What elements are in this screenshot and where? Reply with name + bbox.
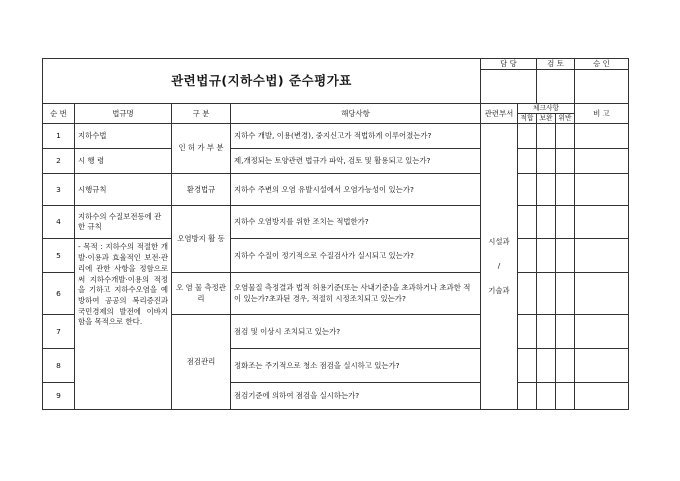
check-pass-4[interactable] (518, 206, 537, 239)
row-no-3: 3 (43, 174, 75, 206)
law-name-1: 지하수법 (75, 124, 172, 149)
header-check-violation: 위반 (556, 114, 575, 124)
check-improve-5[interactable] (537, 239, 556, 273)
check-pass-3[interactable] (518, 174, 537, 206)
remark-6[interactable] (575, 273, 629, 315)
check-violation-2[interactable] (556, 149, 575, 174)
check-improve-1[interactable] (537, 124, 556, 149)
category-measurement: 오 염 물 측정관리 (172, 273, 231, 315)
approval-label-approve: 승 인 (575, 59, 629, 70)
page-title: 관련법규(지하수법) 준수평가표 (43, 59, 481, 104)
approval-sign-review[interactable] (537, 70, 575, 104)
dept-top: 시설과 (488, 236, 510, 246)
remark-3[interactable] (575, 174, 629, 206)
check-pass-7[interactable] (518, 315, 537, 349)
item-4: 지하수 오염방지를 위한 조치는 적법한가? (231, 206, 481, 239)
item-7: 점검 및 이상시 조치되고 있는가? (231, 315, 481, 349)
check-improve-3[interactable] (537, 174, 556, 206)
item-2: 제,개정되는 토양관련 법규가 파악, 검토 및 활용되고 있는가? (231, 149, 481, 174)
check-violation-3[interactable] (556, 174, 575, 206)
approval-label-review: 검 토 (537, 59, 575, 70)
dept-cell (481, 124, 518, 410)
header-check-pass: 적합 (518, 114, 537, 124)
evaluation-sheet (42, 58, 629, 410)
check-improve-9[interactable] (537, 383, 556, 410)
check-improve-7[interactable] (537, 315, 556, 349)
remark-5[interactable] (575, 239, 629, 273)
law-name-3: 시행규칙 (75, 174, 172, 206)
row-no-2: 2 (43, 149, 75, 174)
row-no-6: 6 (43, 273, 75, 315)
law-note: 지하수의 수질보전등에 관한 규칙 (75, 206, 172, 239)
remark-1[interactable] (575, 124, 629, 149)
check-violation-8[interactable] (556, 349, 575, 383)
check-pass-2[interactable] (518, 149, 537, 174)
law-purpose: - 목적 : 지하수의 적절한 개발·이용과 효율적인 보전·관리에 관한 사항을 정함으로써 지하수개발·이용의 적정을 기하고 지하수오염을 예방하여 공공의 복리증진과 국민경제의 발전에 이바지함을 목적으로 한다. (75, 239, 172, 410)
item-9: 점검기준에 의하여 점검을 실시하는가? (231, 383, 481, 410)
row-no-7: 7 (43, 315, 75, 349)
approval-label-staff: 담 당 (481, 59, 537, 70)
approval-sign-approve[interactable] (575, 70, 629, 104)
category-permit: 인 허 가 부 분 (172, 124, 231, 174)
remark-2[interactable] (575, 149, 629, 174)
approval-sign-staff[interactable] (481, 70, 537, 104)
item-6: 오염물질 측정결과 법적 허용기준(또는 사내기준)을 초과하거나 초과한 적이 있는가?초과된 경우, 적절히 시정조치되고 있는가? (231, 273, 481, 315)
check-violation-9[interactable] (556, 383, 575, 410)
check-pass-9[interactable] (518, 383, 537, 410)
header-remark: 비 고 (575, 104, 629, 124)
header-dept: 관련부서 (481, 104, 518, 124)
check-pass-1[interactable] (518, 124, 537, 149)
check-pass-6[interactable] (518, 273, 537, 315)
check-improve-6[interactable] (537, 273, 556, 315)
item-3: 지하수 주변의 오염 유발시설에서 오염가능성이 있는가? (231, 174, 481, 206)
check-improve-2[interactable] (537, 149, 556, 174)
header-check-improve: 보완 (537, 114, 556, 124)
category-env-law: 환경법규 (172, 174, 231, 206)
check-violation-6[interactable] (556, 273, 575, 315)
header-category: 구 분 (172, 104, 231, 124)
row-no-4: 4 (43, 206, 75, 239)
check-violation-7[interactable] (556, 315, 575, 349)
row-no-1: 1 (43, 124, 75, 149)
row-no-8: 8 (43, 349, 75, 383)
dept-bottom: 기술과 (488, 286, 510, 296)
item-8: 정화조는 주기적으로 청소 점검을 실시하고 있는가? (231, 349, 481, 383)
check-violation-1[interactable] (556, 124, 575, 149)
remark-9[interactable] (575, 383, 629, 410)
row-no-5: 5 (43, 239, 75, 273)
check-violation-4[interactable] (556, 206, 575, 239)
remark-8[interactable] (575, 349, 629, 383)
check-pass-5[interactable] (518, 239, 537, 273)
category-prevention: 오염방지 활 동 (172, 206, 231, 273)
evaluation-table (42, 58, 629, 410)
remark-4[interactable] (575, 206, 629, 239)
header-law: 법규명 (75, 104, 172, 124)
header-no: 순 번 (43, 104, 75, 124)
item-5: 지하수 수질이 정기적으로 수질검사가 실시되고 있는가? (231, 239, 481, 273)
header-item: 해당사항 (231, 104, 481, 124)
row-no-9: 9 (43, 383, 75, 410)
check-violation-5[interactable] (556, 239, 575, 273)
dept-sep: / (497, 261, 501, 271)
remark-7[interactable] (575, 315, 629, 349)
category-inspection: 점검관리 (172, 315, 231, 410)
check-pass-8[interactable] (518, 349, 537, 383)
check-improve-4[interactable] (537, 206, 556, 239)
law-name-2: 시 행 령 (75, 149, 172, 174)
item-1: 지하수 개발, 이용(변경), 중지신고가 적법하게 이루어졌는가? (231, 124, 481, 149)
check-improve-8[interactable] (537, 349, 556, 383)
header-check: 체크사항 (518, 104, 575, 114)
